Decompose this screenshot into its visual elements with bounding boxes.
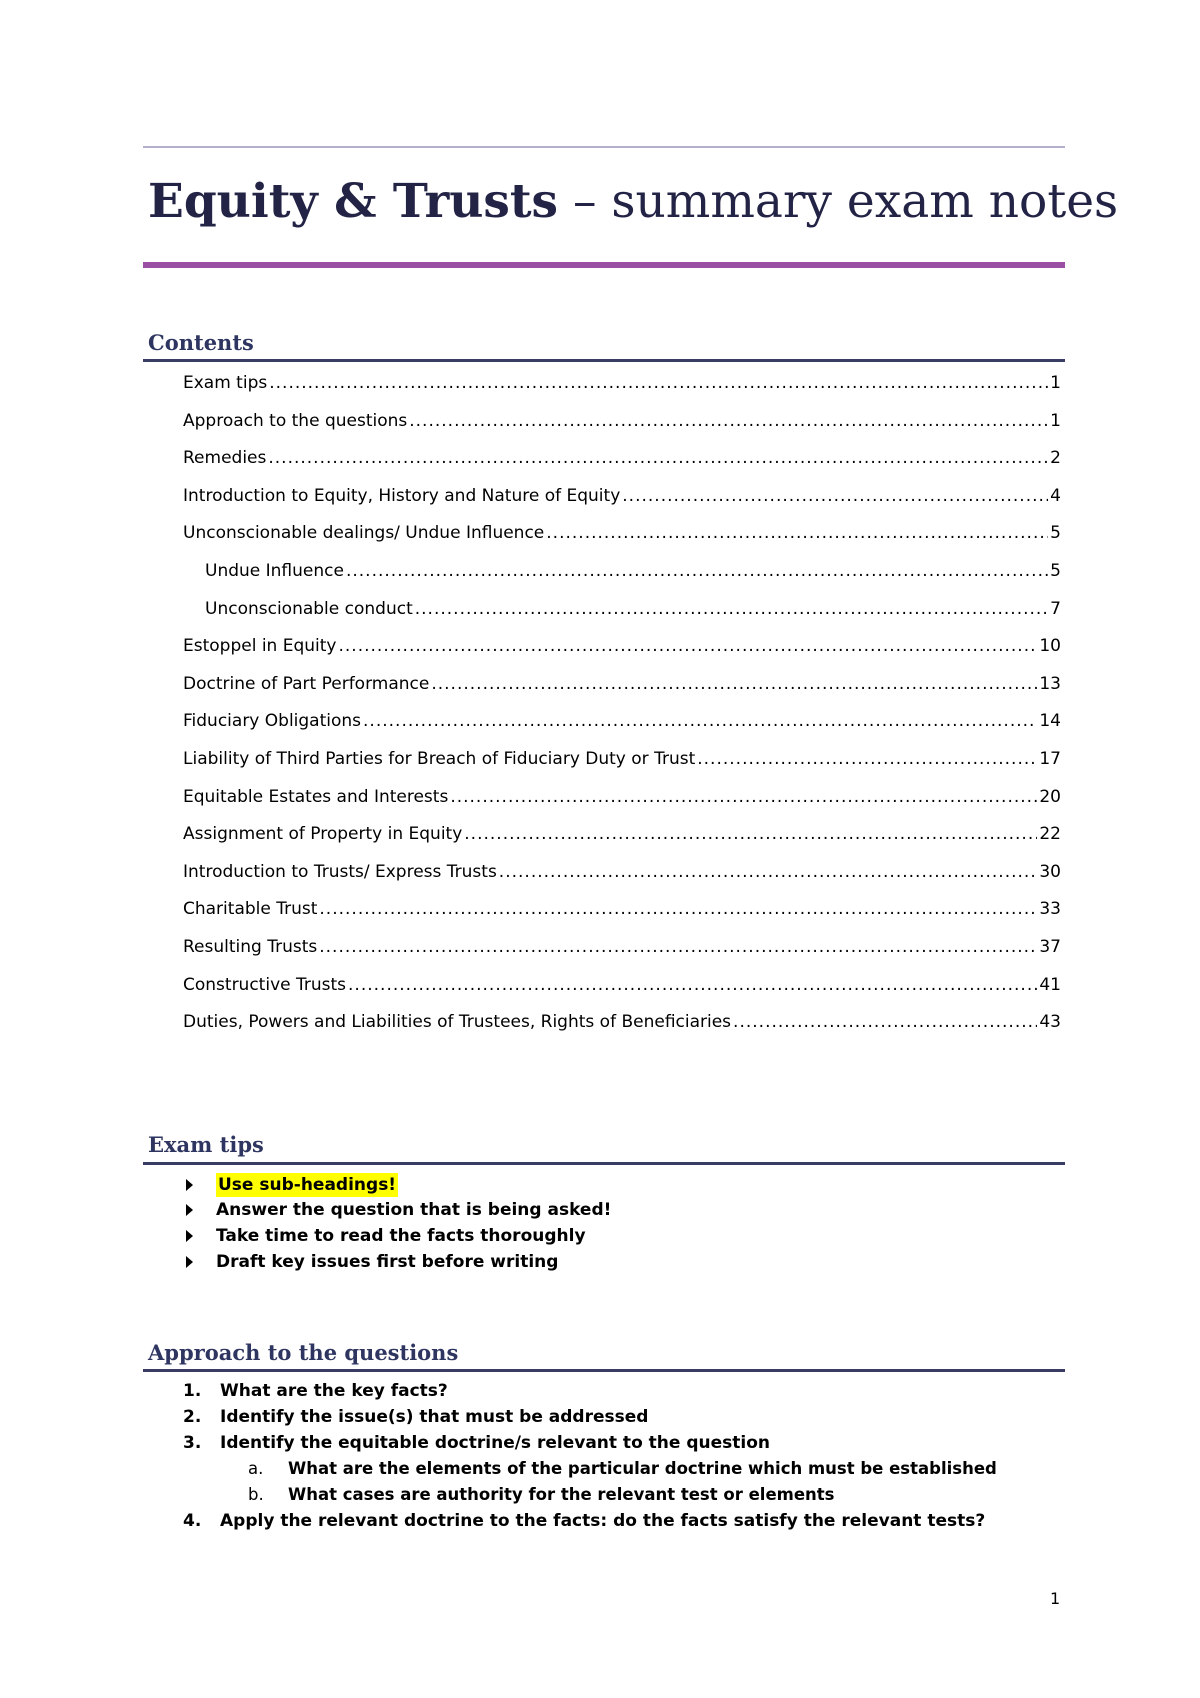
bullet-triangle-icon: [186, 1256, 193, 1268]
step-text: What are the key facts?: [220, 1381, 448, 1401]
toc-leader: [339, 634, 1038, 658]
toc-page: 33: [1039, 899, 1061, 920]
toc-page: 43: [1039, 1012, 1061, 1033]
toc-label: Doctrine of Part Performance: [183, 673, 430, 694]
tip-text: Draft key issues first before writing: [216, 1251, 559, 1272]
toc-label: Approach to the questions: [183, 410, 408, 431]
toc-label: Introduction to Equity, History and Nature of Equity: [183, 485, 621, 506]
approach-steps: [183, 1378, 997, 1534]
step-number: 4.: [183, 1511, 202, 1531]
list-item: [183, 1430, 997, 1456]
title-rule: [143, 262, 1065, 268]
toc-label: Resulting Trusts: [183, 936, 318, 957]
toc-label: Charitable Trust: [183, 899, 318, 920]
toc-page: 17: [1039, 748, 1061, 769]
step-number: 3.: [183, 1433, 202, 1453]
toc-leader: [268, 446, 1048, 470]
toc-page: 4: [1050, 485, 1061, 506]
toc-leader: [346, 559, 1048, 583]
toc-page: 30: [1039, 861, 1061, 882]
list-item: [183, 1249, 611, 1275]
contents-rule: [143, 359, 1065, 362]
step-number: 2.: [183, 1407, 202, 1427]
exam-tips-rule: [143, 1162, 1065, 1165]
toc-entry-part-performance[interactable]: [183, 672, 1061, 710]
toc-leader: [415, 597, 1048, 621]
toc-leader: [348, 973, 1037, 997]
list-item: [183, 1223, 611, 1249]
toc-leader: [622, 484, 1048, 508]
toc-label: Fiduciary Obligations: [183, 711, 362, 732]
toc-label: Remedies: [183, 448, 267, 469]
toc-page: 7: [1050, 598, 1061, 619]
document-title: [148, 172, 1118, 232]
list-item: [183, 1172, 611, 1198]
step-number: b.: [248, 1485, 264, 1504]
step-text: What are the elements of the particular doctrine which must be established: [288, 1459, 997, 1478]
toc-label: Unconscionable conduct: [205, 598, 413, 619]
toc-label: Introduction to Trusts/ Express Trusts: [183, 861, 497, 882]
approach-rule: [143, 1369, 1065, 1372]
toc-label: Duties, Powers and Liabilities of Trustees, Rights of Beneficiaries: [183, 1012, 732, 1033]
toc-label: Liability of Third Parties for Breach of Fiduciary Duty or Trust: [183, 748, 696, 769]
toc-page: 2: [1050, 448, 1061, 469]
list-item: [183, 1198, 611, 1224]
table-of-contents: [183, 371, 1061, 1048]
title-rest-part: – summary exam notes: [558, 174, 1119, 229]
toc-page: 41: [1039, 974, 1061, 995]
toc-leader: [697, 747, 1037, 771]
approach-heading: Approach to the questions: [148, 1340, 459, 1365]
exam-tips-list: [183, 1172, 611, 1274]
toc-entry-fiduciary[interactable]: [183, 709, 1061, 747]
list-item: [183, 1482, 997, 1508]
toc-entry-trustee-duties[interactable]: [183, 1010, 1061, 1048]
toc-entry-equitable-estates[interactable]: [183, 785, 1061, 823]
list-item: [183, 1508, 997, 1534]
toc-leader: [319, 897, 1037, 921]
toc-page: 1: [1050, 410, 1061, 431]
toc-leader: [319, 935, 1037, 959]
bullet-triangle-icon: [186, 1179, 193, 1191]
toc-label: Unconscionable dealings/ Undue Influence: [183, 523, 545, 544]
toc-leader: [499, 860, 1038, 884]
step-text: Identify the equitable doctrine/s relevant to the question: [220, 1433, 770, 1453]
list-item: [183, 1456, 997, 1482]
bullet-triangle-icon: [186, 1204, 193, 1216]
step-text: Identify the issue(s) that must be addressed: [220, 1407, 649, 1427]
toc-entry-approach[interactable]: [183, 409, 1061, 447]
toc-entry-intro-equity[interactable]: [183, 484, 1061, 522]
toc-leader: [733, 1010, 1037, 1034]
toc-leader: [269, 371, 1048, 395]
page-number: 1: [1050, 1589, 1061, 1608]
toc-page: 1: [1050, 373, 1061, 393]
toc-page: 14: [1039, 711, 1061, 732]
exam-tips-heading: Exam tips: [148, 1132, 264, 1157]
tip-text: Answer the question that is being asked!: [216, 1200, 612, 1221]
list-item: [183, 1378, 997, 1404]
toc-label: Equitable Estates and Interests: [183, 786, 449, 807]
step-number: a.: [248, 1459, 264, 1478]
toc-leader: [409, 409, 1048, 433]
toc-entry-exam-tips[interactable]: [183, 371, 1061, 409]
toc-entry-unconscionable-dealings[interactable]: [183, 521, 1061, 559]
toc-leader: [450, 785, 1037, 809]
contents-heading: Contents: [148, 330, 254, 355]
toc-page: 5: [1050, 523, 1061, 544]
toc-label: Constructive Trusts: [183, 974, 347, 995]
toc-leader: [464, 822, 1037, 846]
toc-page: 5: [1050, 560, 1061, 581]
toc-entry-unconscionable-conduct[interactable]: [183, 597, 1061, 635]
toc-entry-estoppel[interactable]: [183, 634, 1061, 672]
toc-leader: [546, 521, 1048, 545]
toc-page: 13: [1039, 673, 1061, 694]
toc-page: 22: [1039, 824, 1061, 845]
toc-entry-charitable-trust[interactable]: [183, 897, 1061, 935]
toc-label: Undue Influence: [205, 560, 344, 581]
toc-page: 37: [1039, 936, 1061, 957]
toc-entry-assignment[interactable]: [183, 822, 1061, 860]
toc-entry-constructive-trusts[interactable]: [183, 973, 1061, 1011]
toc-label: Exam tips: [183, 373, 268, 393]
toc-entry-remedies[interactable]: [183, 446, 1061, 484]
highlighted-tip: Use sub-headings!: [218, 1174, 397, 1195]
tip-text: Take time to read the facts thoroughly: [216, 1225, 586, 1246]
top-rule: [143, 146, 1065, 148]
toc-leader: [363, 709, 1037, 733]
step-text: What cases are authority for the relevant test or elements: [288, 1485, 835, 1504]
toc-entry-express-trusts[interactable]: [183, 860, 1061, 898]
toc-entry-undue-influence[interactable]: [183, 559, 1061, 597]
toc-entry-resulting-trusts[interactable]: [183, 935, 1061, 973]
step-text: Apply the relevant doctrine to the facts: do the facts satisfy the relevant tests?: [220, 1511, 986, 1531]
toc-page: 20: [1039, 786, 1061, 807]
toc-leader: [431, 672, 1037, 696]
toc-entry-third-parties[interactable]: [183, 747, 1061, 785]
toc-label: Estoppel in Equity: [183, 636, 337, 657]
bullet-triangle-icon: [186, 1230, 193, 1242]
toc-label: Assignment of Property in Equity: [183, 824, 463, 845]
title-bold-part: Equity & Trusts: [148, 174, 559, 229]
list-item: [183, 1404, 997, 1430]
step-number: 1.: [183, 1381, 202, 1401]
toc-page: 10: [1039, 636, 1061, 657]
